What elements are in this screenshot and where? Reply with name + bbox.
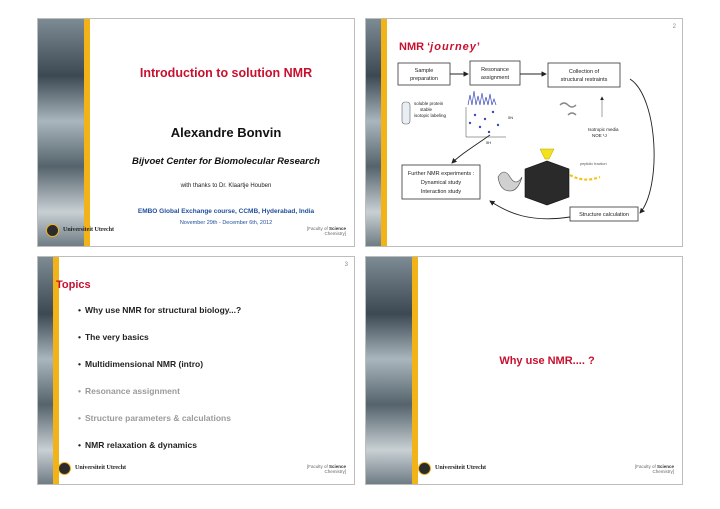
faculty-label: [Faculty of Science Chemistry] [306,464,346,474]
topic-item: • Why use NMR for structural biology...? [78,305,241,332]
svg-text:δN: δN [508,115,514,120]
svg-text:peptidic fraction: peptidic fraction [580,162,607,166]
svg-text:Further NMR experiments :: Further NMR experiments : [407,171,475,177]
computation-box-icon [525,161,569,205]
svg-text:stable: stable [420,107,433,112]
svg-text:isotopic labeling: isotopic labeling [414,113,447,118]
topic-item: • Resonance assignment [78,386,241,413]
svg-text:Resonance: Resonance [481,67,509,73]
svg-text:Dynamical study: Dynamical study [420,180,462,186]
svg-text:Sample: Sample [414,68,434,74]
accent-stripe [381,19,387,246]
spectrum-icon [468,91,496,105]
section-title: Why use NMR.... ? [499,355,595,367]
topic-item: • NMR relaxation & dynamics [78,440,241,467]
topic-item: • The very basics [78,332,241,359]
faculty-label: [Faculty of Science Chemistry] [306,226,346,236]
resonance-box [470,61,520,85]
slide-2-nmr-journey[interactable] [365,18,683,247]
restraints-icon [560,103,576,115]
svg-text:δH: δH [486,140,492,145]
building-photo [38,257,53,484]
slide-number: 2 [672,24,676,30]
funnel-icon [540,149,554,159]
protein-structure-icon [498,172,522,191]
slide-3-topics[interactable] [37,256,355,485]
course-dates: November 29th - December 6th, 2012 [179,220,273,226]
university-seal-icon [418,462,431,475]
collection-box [548,63,620,87]
university-name: Universiteit Utrecht [63,227,115,233]
slide-4-why-nmr[interactable] [365,256,683,485]
nmr-tube-icon [402,102,410,124]
building-photo [366,19,381,246]
slide-footer [58,462,346,478]
nmr-journey-diagram [390,57,680,227]
svg-text:Collection of: Collection of [568,69,600,75]
acknowledgement: with thanks to Dr. Klaartje Houben [180,183,272,189]
faculty-label: [Faculty of Science Chemistry] [634,464,674,474]
svg-text:soluble protein: soluble protein [414,101,444,106]
svg-text:preparation: preparation [410,76,438,82]
accent-stripe [53,257,59,484]
institute-name: Bijvoet Center for Biomolecular Research [132,156,320,167]
slide-1-title[interactable] [37,18,355,247]
author-name: Alexandre Bonvin [170,125,282,140]
svg-text:NOE ¹J: NOE ¹J [592,133,607,138]
svg-text:Structure calculation: Structure calculation [579,212,629,218]
slide-title: Topics [56,279,91,291]
topic-item: • Multidimensional NMR (intro) [78,359,241,386]
slide-footer [46,224,346,240]
accent-stripe [412,257,418,484]
svg-text:Interaction study: Interaction study [420,189,462,195]
accent-stripe [84,19,90,246]
university-seal-icon [46,224,59,237]
building-photo [38,19,84,246]
topics-list [78,305,241,467]
university-seal-icon [58,462,71,475]
svg-text:assignment: assignment [480,75,510,81]
university-name: Universiteit Utrecht [75,465,127,471]
topic-item: • Structure parameters & calculations [78,413,241,440]
presentation-title: Introduction to solution NMR [139,66,313,80]
svg-text:Isotropic media: Isotropic media [588,127,619,132]
slide-number: 3 [344,262,348,268]
svg-text:structural restraints: structural restraints [560,77,608,83]
slide-title: NMR ‘journey’ [399,41,480,53]
building-photo [366,257,412,484]
university-name: Universiteit Utrecht [435,465,487,471]
slide-footer [418,462,674,478]
course-name: EMBO Global Exchange course, CCMB, Hyderabad, India [137,208,315,215]
